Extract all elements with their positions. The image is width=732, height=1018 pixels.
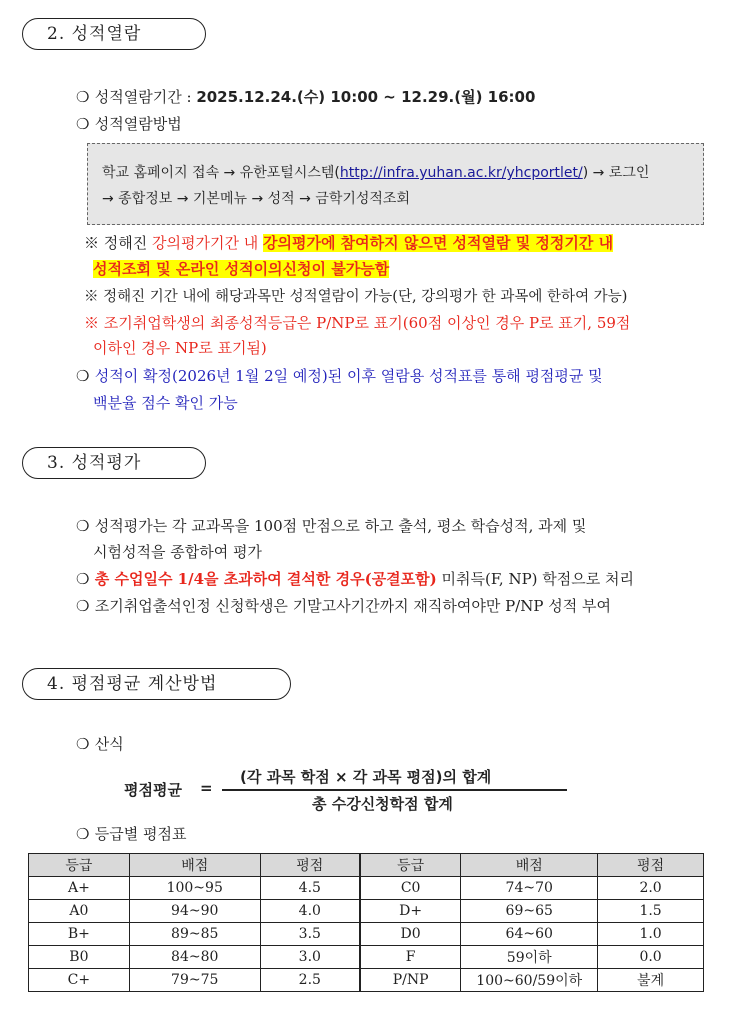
formula-equals: = — [200, 779, 213, 797]
section-title-gpa: 4. 평점평균 계산방법 — [22, 668, 291, 700]
table-header: 배점 — [461, 854, 598, 877]
table-cell: C0 — [360, 877, 461, 900]
bullet-icon: ❍ — [76, 825, 90, 843]
table-cell: 64~60 — [461, 923, 598, 946]
table-row — [29, 877, 704, 900]
note-period: ※ 정해진 기간 내에 해당과목만 성적열람이 가능(단, 강의평가 한 과목에 한하여 가능) — [84, 289, 628, 305]
table-header: 등급 — [29, 854, 130, 877]
evaluation-item-1b: 시험성적을 종합하여 평가 — [93, 543, 262, 561]
view-method — [76, 113, 182, 134]
note-highlight: 성적조회 및 온라인 성적이의신청이 불가능함 — [93, 260, 390, 278]
table-header: 등급 — [360, 854, 461, 877]
section-title-evaluation: 3. 성적평가 — [22, 447, 206, 479]
table-cell: B+ — [29, 923, 130, 946]
table-cell: 3.0 — [260, 946, 360, 969]
table-cell: A0 — [29, 900, 130, 923]
table-cell: D0 — [360, 923, 461, 946]
formula-label-text: 산식 — [94, 735, 124, 753]
bullet-icon: ❍ — [76, 597, 90, 615]
bullet-icon: ❍ — [76, 570, 90, 588]
table-cell: B0 — [29, 946, 130, 969]
table-cell: 59이하 — [461, 946, 598, 969]
table-cell: 1.0 — [598, 923, 704, 946]
bullet-icon: ❍ — [76, 115, 90, 133]
view-period-value: 2025.12.24.(수) 10:00 ~ 12.29.(월) 16:00 — [196, 88, 536, 106]
box-line-2: → 종합정보 → 기본메뉴 → 성적 → 금학기성적조회 — [102, 191, 410, 207]
table-cell: 1.5 — [598, 900, 704, 923]
note-evaluation — [84, 232, 613, 253]
formula-denominator: 총 수강신청학점 합계 — [312, 795, 453, 813]
note-highlight: 강의평가에 참여하지 않으면 성적열람 및 정정기간 내 — [262, 234, 614, 252]
formula-lhs: 평점평균 — [124, 781, 182, 799]
table-header: 평점 — [260, 854, 360, 877]
note-early-employment: ※ 조기취업학생의 최종성적등급은 P/NP로 표기(60점 이상인 경우 P로 표기, 59점 — [84, 314, 631, 332]
view-period-label: 성적열람기간 : — [94, 88, 197, 106]
table-cell: 4.0 — [260, 900, 360, 923]
grade-table-label-text: 등급별 평점표 — [94, 825, 187, 843]
note-evaluation-2 — [93, 258, 389, 279]
table-cell: 79~75 — [129, 969, 260, 992]
table-cell: C+ — [29, 969, 130, 992]
table-cell: 2.5 — [260, 969, 360, 992]
absence-rule: 총 수업일수 1/4을 초과하여 결석한 경우(공결포함) — [94, 570, 437, 588]
table-header: 평점 — [598, 854, 704, 877]
table-cell: 84~80 — [129, 946, 260, 969]
table-cell: 3.5 — [260, 923, 360, 946]
evaluation-text: 성적평가는 각 교과목을 100점 만점으로 하고 출석, 평소 학습성적, 과제 및 — [94, 517, 587, 535]
table-cell: 불계 — [598, 969, 704, 992]
table-cell: 74~70 — [461, 877, 598, 900]
view-period — [76, 86, 535, 107]
table-cell: 0.0 — [598, 946, 704, 969]
table-header: 배점 — [129, 854, 260, 877]
bullet-icon: ❍ — [76, 517, 90, 535]
table-cell: F — [360, 946, 461, 969]
grade-table — [28, 853, 704, 992]
bullet-icon: ❍ — [76, 367, 90, 385]
formula-numerator: (각 과목 학점 × 각 과목 평점)의 합계 — [240, 768, 492, 786]
grade-confirm — [76, 365, 603, 386]
box-text: 학교 홈페이지 접속 → 유한포털시스템( — [102, 165, 340, 181]
evaluation-text: 조기취업출석인정 신청학생은 기말고사기간까지 재직하여야만 P/NP 성적 부여 — [94, 597, 611, 615]
grade-table-label — [76, 823, 187, 844]
bullet-icon: ❍ — [76, 735, 90, 753]
table-cell: 89~85 — [129, 923, 260, 946]
evaluation-item-3 — [76, 595, 611, 616]
absence-result: 미취득(F, NP) 학점으로 처리 — [436, 570, 635, 588]
table-cell: 4.5 — [260, 877, 360, 900]
table-cell: A+ — [29, 877, 130, 900]
bullet-icon: ❍ — [76, 88, 90, 106]
note-early-employment-2: 이하인 경우 NP로 표기됨) — [93, 339, 267, 357]
table-header-row — [29, 854, 704, 877]
table-row — [29, 969, 704, 992]
box-text: ) → 로그인 — [582, 165, 650, 181]
formula-fraction-bar — [222, 789, 567, 791]
table-cell: 100~60/59이하 — [461, 969, 598, 992]
evaluation-item-1 — [76, 515, 586, 536]
table-cell: 69~65 — [461, 900, 598, 923]
table-cell: 2.0 — [598, 877, 704, 900]
table-row — [29, 946, 704, 969]
table-cell: P/NP — [360, 969, 461, 992]
box-line-1 — [102, 162, 649, 182]
note-prefix: ※ 정해진 — [84, 234, 153, 252]
grade-confirm-text: 성적이 확정(2026년 1월 2일 예정)된 이후 열람용 성적표를 통해 평점평균 및 — [94, 367, 603, 385]
table-row — [29, 923, 704, 946]
evaluation-item-2 — [76, 568, 634, 589]
formula-label — [76, 733, 124, 754]
table-row — [29, 900, 704, 923]
table-cell: 94~90 — [129, 900, 260, 923]
table-cell: 100~95 — [129, 877, 260, 900]
view-method-box — [87, 143, 704, 225]
table-cell: D+ — [360, 900, 461, 923]
section-title-grade-view: 2. 성적열람 — [22, 18, 206, 50]
note-red: 강의평가기간 내 — [152, 234, 263, 252]
grade-confirm-2: 백분율 점수 확인 가능 — [93, 394, 238, 412]
view-method-label: 성적열람방법 — [94, 115, 182, 133]
portal-link[interactable]: http://infra.yuhan.ac.kr/yhcportlet/ — [339, 165, 583, 181]
